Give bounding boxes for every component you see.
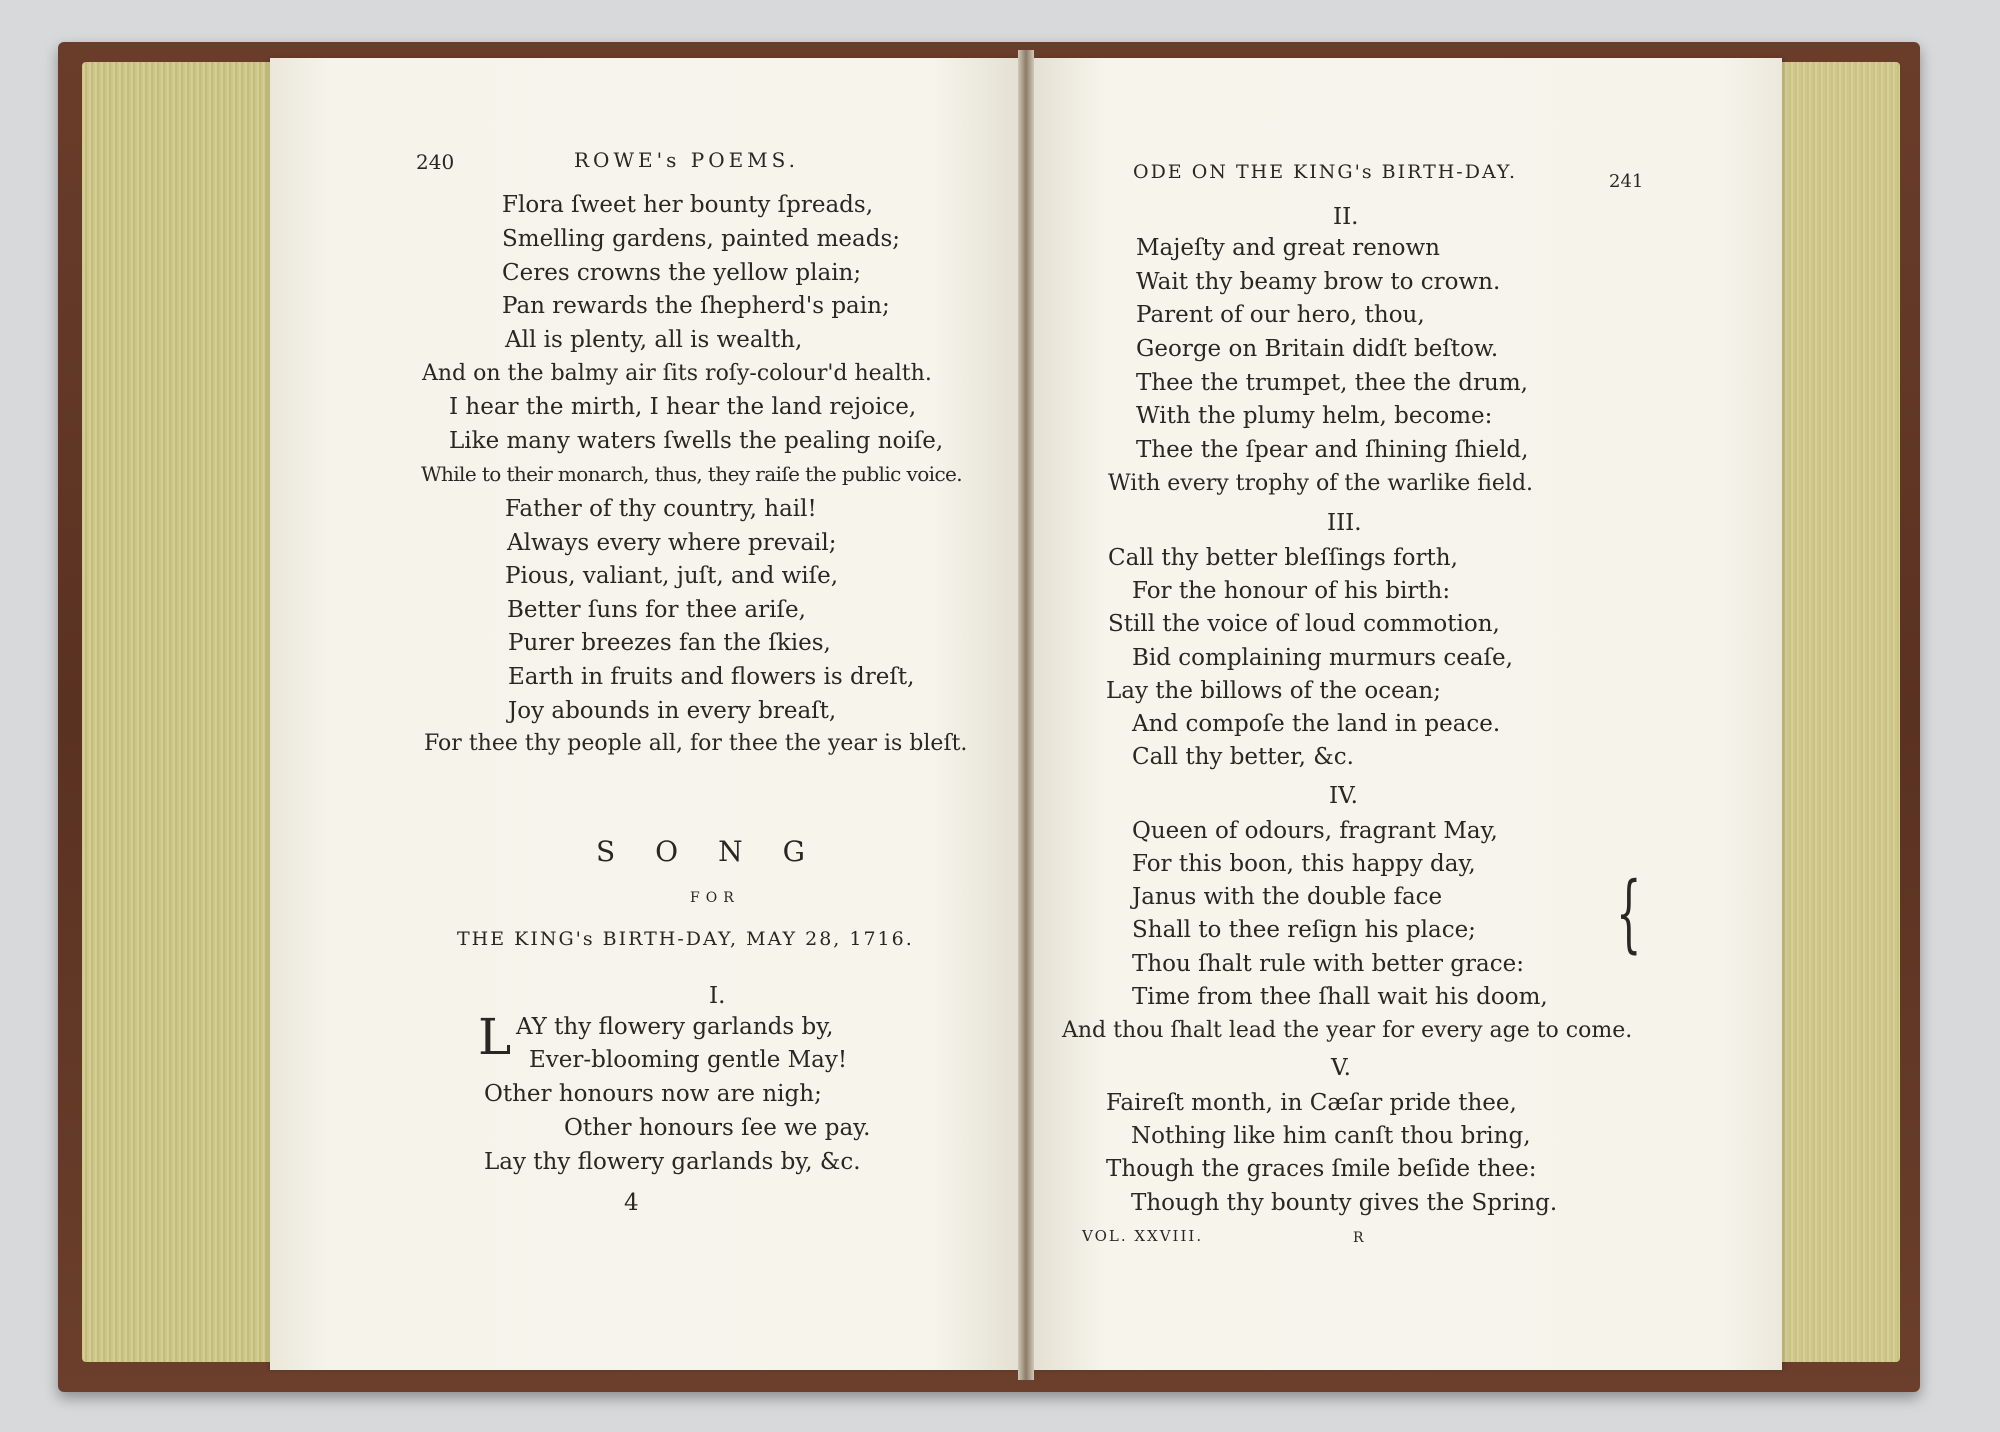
poem-line: Joy abounds in every breaſt, [508, 698, 837, 724]
poem-line: Pan rewards the ſhepherd's pain; [502, 293, 890, 319]
poem-line: Flora ſweet her bounty ſpreads, [502, 192, 874, 218]
poem-line: Bid complaining murmurs ceaſe, [1132, 645, 1513, 671]
poem-line: Better ſuns for thee ariſe, [507, 597, 806, 623]
stanza-number: IV. [1329, 783, 1358, 809]
signature-mark: R [1353, 1230, 1364, 1246]
poem-line: Though the graces ſmile beſide thee: [1106, 1156, 1537, 1182]
poem-line: And thou ſhalt lead the year for every age to come. [1062, 1018, 1633, 1043]
poem-line: Lay the billows of the ocean; [1106, 678, 1441, 704]
stanza-number: V. [1331, 1055, 1351, 1081]
poem-line: Time from thee ſhall wait his doom, [1132, 984, 1548, 1010]
poem-line: Wait thy beamy brow to crown. [1136, 269, 1501, 295]
poem-line: Thou ſhalt rule with better grace: [1132, 951, 1524, 977]
poem-line: Earth in fruits and flowers is dreſt, [508, 664, 915, 690]
poem-line: For the honour of his birth: [1132, 578, 1451, 604]
poem-line: Queen of odours, fragrant May, [1132, 818, 1498, 844]
poem-line: Lay thy flowery garlands by, &c. [484, 1149, 861, 1175]
poem-line: For this boon, this happy day, [1132, 851, 1476, 877]
poem-line: AY thy flowery garlands by, [516, 1014, 834, 1040]
poem-line: Janus with the double face [1132, 884, 1443, 910]
poem-line: Purer breezes fan the ſkies, [508, 630, 831, 656]
poem-line: All is plenty, all is wealth, [505, 327, 803, 353]
poem-line: Other honours ſee we pay. [564, 1115, 871, 1141]
page-edges-right [1770, 62, 1900, 1362]
poem-line: Call thy better, &c. [1132, 744, 1354, 770]
page-number-left: 240 [416, 150, 455, 174]
poem-line: Thee the ſpear and ſhining ſhield, [1136, 437, 1529, 463]
poem-line: Though thy bounty gives the Spring. [1131, 1190, 1558, 1216]
poem-line: Always every where prevail; [507, 530, 837, 556]
drop-cap: L [478, 1008, 512, 1066]
poem-line: With the plumy helm, become: [1136, 403, 1493, 429]
poem-line: Ever-blooming gentle May! [529, 1047, 848, 1073]
poem-line: Ceres crowns the yellow plain; [502, 260, 862, 286]
song-title: SONG [596, 835, 846, 868]
poem-line: Still the voice of loud commotion, [1108, 611, 1500, 637]
poem-line: Like many waters ſwells the pealing noiſe, [449, 428, 944, 454]
poem-line: George on Britain didſt beſtow. [1136, 336, 1499, 362]
poem-line: Thee the trumpet, thee the drum, [1136, 370, 1528, 396]
poem-line: Pious, valiant, juſt, and wiſe, [505, 563, 839, 589]
song-subtitle: THE KING's BIRTH-DAY, MAY 28, 1716. [457, 928, 914, 950]
poem-line: Father of thy country, hail! [505, 496, 817, 522]
poem-line: I hear the mirth, I hear the land rejoice, [449, 394, 917, 420]
poem-line: Parent of our hero, thou, [1136, 302, 1425, 328]
stanza-number: III. [1327, 510, 1362, 536]
brace-mark: { [1616, 865, 1642, 963]
running-head-left: ROWE's POEMS. [574, 148, 800, 172]
poem-line: For thee thy people all, for thee the year is bleſt. [424, 731, 968, 756]
poem-line: Other honours now are nigh; [484, 1081, 822, 1107]
song-for: FOR [690, 890, 740, 906]
poem-line: Call thy better bleſſings forth, [1108, 545, 1458, 571]
poem-line: And compoſe the land in peace. [1132, 711, 1501, 737]
running-head-right: ODE ON THE KING's BIRTH-DAY. [1133, 161, 1518, 183]
poem-line: With every trophy of the warlike field. [1108, 471, 1534, 496]
volume-mark: VOL. XXVIII. [1082, 1227, 1204, 1245]
poem-line: While to their monarch, thus, they raiſe the public voice. [421, 462, 963, 486]
poem-line: Majeſty and great renown [1136, 235, 1440, 261]
poem-line: And on the balmy air ſits roſy-colour'd health. [422, 361, 932, 386]
stanza-number: II. [1333, 204, 1359, 230]
poem-line: Smelling gardens, painted meads; [502, 226, 900, 252]
book-gutter [1018, 50, 1034, 1380]
poem-line: Faireſt month, in Cæſar pride thee, [1106, 1090, 1517, 1116]
stanza-number: I. [709, 983, 726, 1009]
signature-mark: 4 [624, 1190, 639, 1216]
poem-line: Nothing like him canſt thou bring, [1131, 1123, 1531, 1149]
page-number-right: 241 [1609, 171, 1644, 192]
poem-line: Shall to thee reſign his place; [1132, 917, 1476, 943]
